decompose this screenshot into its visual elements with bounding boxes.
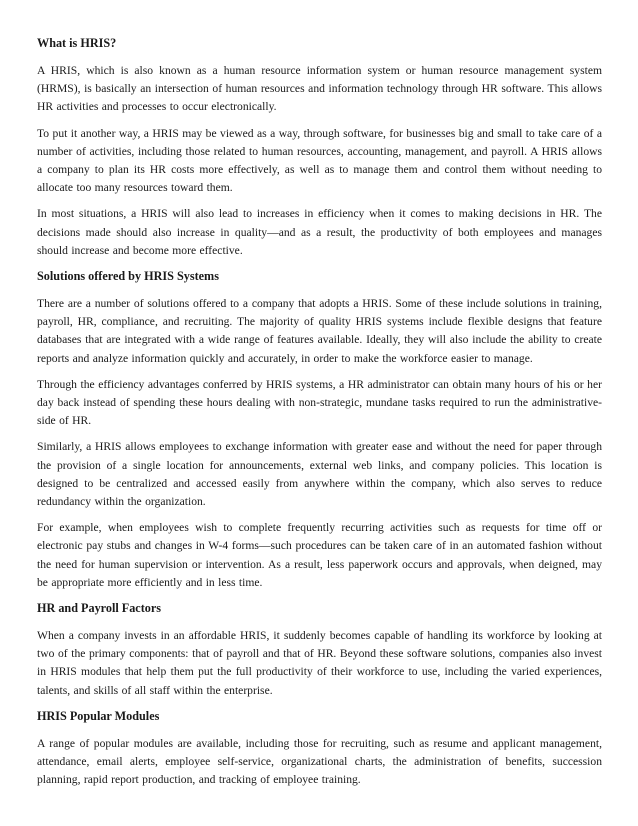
section-hr-payroll bbox=[37, 600, 602, 700]
paragraph: A range of popular modules are available, including those for recruiting, such as resume and applicant management, attendance, email alerts, employee self-service, organizational charts, the administration of benefits, succession planning, rapid report production, and tracking of employee training. bbox=[37, 736, 602, 787]
paragraph: Similarly, a HRIS allows employees to exchange information with greater ease and without the need for paper through the provision of a single location for announcements, external web links, and company policies. This location is designed to be centralized and accessed easily from anywhere within the company, which also serves to reduce redundancy within the organization. bbox=[37, 440, 602, 509]
document-page bbox=[37, 35, 602, 798]
section-heading: Solutions offered by HRIS Systems bbox=[37, 269, 219, 284]
paragraph: Through the efficiency advantages conferred by HRIS systems, a HR administrator can obtain many hours of his or her day back instead of spending these hours dealing with non-strategic, mundane tasks required to run the administrative-side of HR. bbox=[37, 377, 602, 428]
section-heading: What is HRIS? bbox=[37, 36, 117, 50]
section-popular-modules bbox=[37, 708, 602, 790]
section-solutions bbox=[37, 268, 602, 592]
paragraph: A HRIS, which is also known as a human resource information system or human resource management system (HRMS), is basically an intersection of human resources and information technology through HR software. This allows HR activities and processes to occur electronically. bbox=[37, 64, 602, 114]
paragraph: There are a number of solutions offered to a company that adopts a HRIS. Some of these include solutions in training, payroll, HR, compliance, and recruiting. The majority of quality HRIS systems include flexible designs that feature databases that are integrated with a wide range of features available. Ideally, they will also include the ability to create reports and analyze information quickly and accurately, in order to make the workforce easier to manage. bbox=[37, 297, 602, 365]
paragraph: When a company invests in an affordable HRIS, it suddenly becomes capable of handling its workforce by looking at two of the primary components: that of payroll and that of HR. Beyond these software solutions, companies also invest in HRIS modules that help them put the full productivity of their workforce to use, including the varied experiences, talents, and skills of all staff within the enterprise. bbox=[37, 629, 602, 697]
section-what-is-hris bbox=[37, 35, 602, 260]
section-heading: HR and Payroll Factors bbox=[37, 601, 162, 616]
paragraph: For example, when employees wish to complete frequently recurring activities such as requests for time off or electronic pay stubs and changes in W-4 forms—such procedures can be taken care of in an automated fashion without the need for human supervision or intervention. As a result, less paperwork occurs and approvals, when deigned, may be appropriate more efficiently and in less time. bbox=[37, 521, 602, 589]
paragraph: In most situations, a HRIS will also lead to increases in efficiency when it comes to making decisions in HR. The decisions made should also increase in quality—and as a result, the productivity of both employees and manages should increase and become more effective. bbox=[37, 207, 602, 257]
paragraph: To put it another way, a HRIS may be viewed as a way, through software, for businesses big and small to take care of a number of activities, including those related to human resources, accounting, management, and payroll. A HRIS allows a company to plan its HR costs more effectively, as well as to manage them and control them without needing to allocate too many resources toward them. bbox=[37, 126, 602, 195]
section-heading: HRIS Popular Modules bbox=[37, 708, 160, 723]
